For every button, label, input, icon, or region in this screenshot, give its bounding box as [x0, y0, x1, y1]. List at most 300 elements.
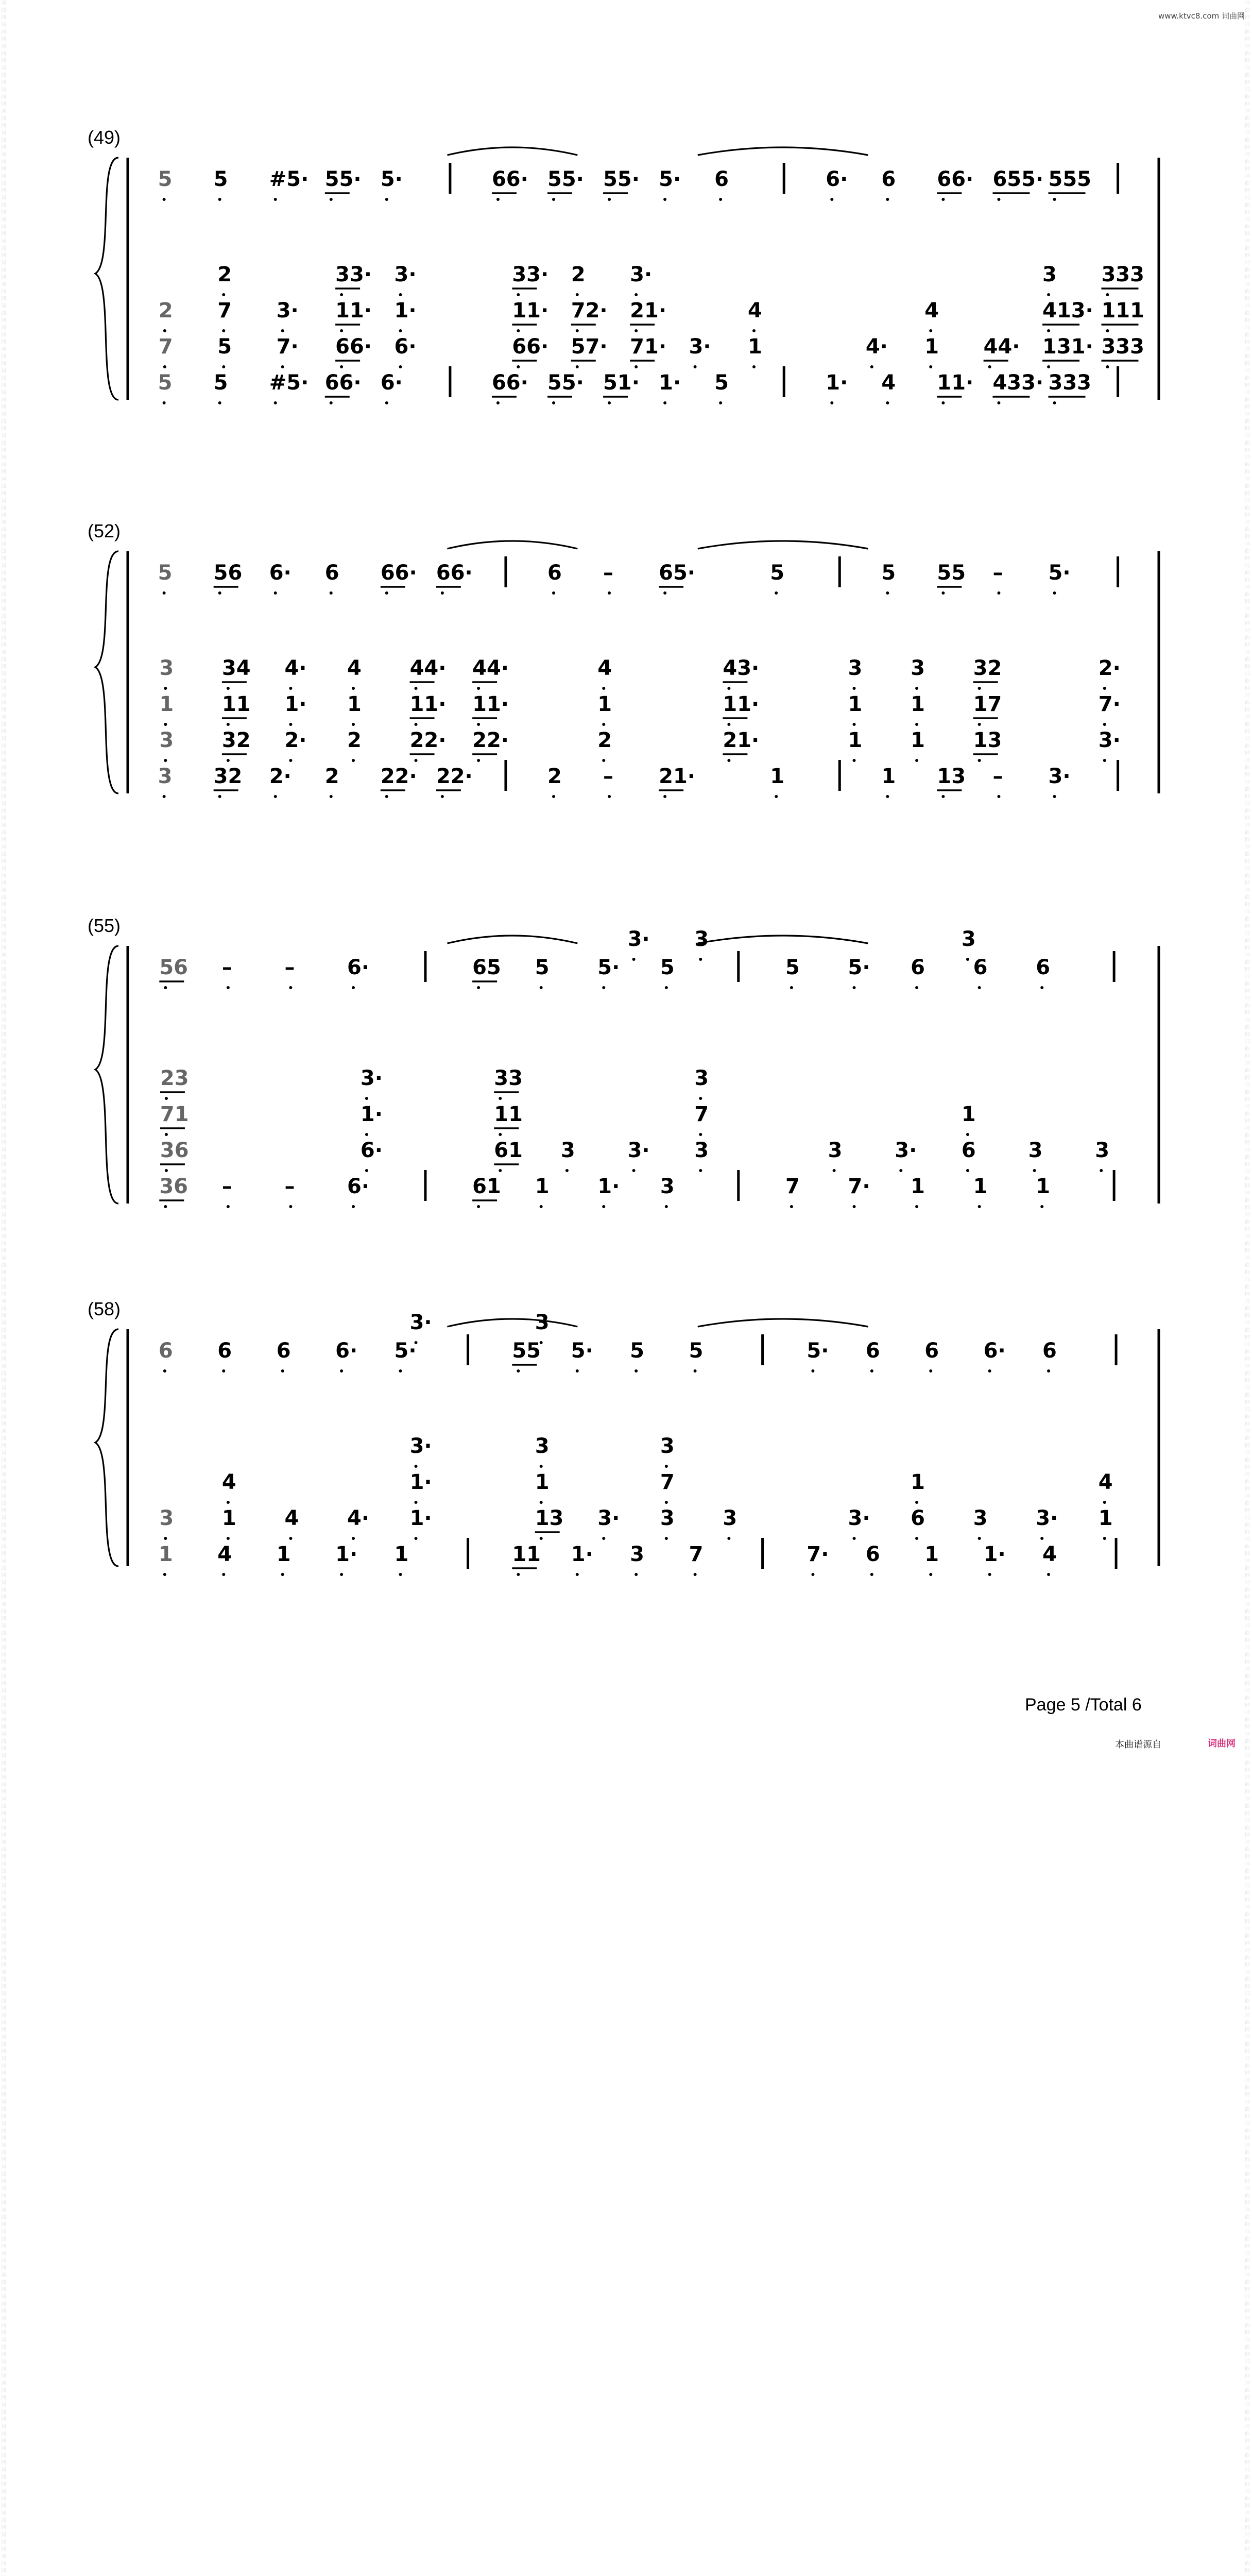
lower-row-3-note: 22· [472, 728, 509, 752]
octave-dot [163, 1573, 166, 1576]
lower-row-1-note: 43· [723, 656, 760, 680]
octave-dot [576, 329, 579, 332]
octave-dot [496, 198, 500, 201]
octave-dot [608, 401, 611, 404]
lower-row-3-note: 22· [409, 728, 447, 752]
octave-dot [870, 365, 873, 368]
octave-dot [966, 1133, 969, 1136]
lower-row-4-note: 5 [158, 371, 173, 395]
octave-dot [415, 1501, 418, 1504]
upper-note: 5· [597, 956, 620, 979]
upper-note: 5 [785, 956, 800, 979]
lower-row-3-note: 3· [597, 1506, 620, 1530]
lower-row-2-note: 7· [1098, 692, 1121, 716]
lower-row-1-note: 4· [284, 656, 307, 680]
octave-dot [399, 329, 402, 332]
upper-note: 6· [826, 167, 848, 191]
octave-dot [1103, 759, 1106, 762]
octave-dot [540, 986, 543, 989]
octave-dot [340, 1573, 343, 1576]
octave-dot [218, 795, 221, 798]
octave-dot [853, 759, 856, 762]
octave-dot [165, 1097, 168, 1100]
upper-note: 5 [213, 167, 228, 191]
lower-row-4-note: 1 [158, 1543, 173, 1566]
lower-row-4-note: 1 [924, 1543, 939, 1566]
octave-dot [385, 795, 388, 798]
octave-dot [415, 759, 418, 762]
octave-dot [602, 1537, 605, 1540]
lower-row-2-note: 1 [848, 692, 863, 716]
lower-row-2-note: 1 [597, 692, 612, 716]
upper-note: 6· [347, 956, 370, 979]
lower-row-1-note: 32 [973, 656, 1002, 680]
lower-row-2-note: 4 [924, 299, 939, 323]
octave-dot [941, 198, 945, 201]
lower-row-1-note: 3 [535, 1434, 550, 1458]
upper-note: 6 [865, 1339, 880, 1363]
lower-row-3-note: 4 [284, 1506, 299, 1530]
octave-dot [699, 958, 702, 961]
upper-note: 56 [159, 956, 188, 979]
upper-note: 5· [807, 1339, 829, 1363]
octave-dot [915, 759, 918, 762]
measure-number: (58) [88, 1298, 121, 1319]
lower-row-3-note: 1 [911, 728, 925, 752]
lower-row-4-note: 11 [512, 1543, 541, 1566]
lower-row-3-note: 4· [865, 335, 888, 359]
octave-dot [727, 723, 730, 726]
upper-note: 5 [535, 956, 550, 979]
octave-dot [274, 795, 277, 798]
upper-note: 6 [276, 1339, 291, 1363]
upper-note: 5 [660, 956, 675, 979]
lower-row-1-note: 333 [1101, 263, 1144, 286]
lower-row-4-note: 7· [807, 1543, 829, 1566]
upper-note: 6 [158, 1339, 173, 1363]
upper-note: 6· [269, 561, 291, 585]
lower-row-3-note: 3 [973, 1506, 988, 1530]
lower-row-3-note: 3· [627, 1139, 650, 1162]
octave-dot [289, 1537, 292, 1540]
octave-dot [227, 1501, 230, 1504]
lower-row-4-note: 433· [992, 371, 1044, 395]
system-2 [88, 520, 1164, 814]
lower-row-1-note: 3· [394, 263, 417, 286]
lower-row-3-note: 61 [494, 1139, 523, 1162]
octave-dot [352, 1537, 355, 1540]
lower-row-2-note: 111 [1101, 299, 1144, 323]
lower-row-4-note: 1 [770, 765, 785, 788]
upper-top-note: 3 [535, 1311, 550, 1334]
octave-dot [899, 1169, 902, 1172]
lower-row-3-note: 3 [159, 728, 174, 752]
lower-row-3-note: 7 [158, 335, 173, 359]
lower-row-4-note: 2 [324, 765, 339, 788]
lower-row-3-note: 3 [159, 1506, 174, 1530]
octave-dot [853, 723, 856, 726]
octave-dot [517, 329, 520, 332]
lower-row-4-note: 1 [973, 1175, 988, 1198]
lower-row-4-note: 1· [659, 371, 681, 395]
upper-note: 66· [380, 561, 417, 585]
lower-row-1-note: 4 [347, 656, 362, 680]
lower-row-4-note: 3 [158, 765, 173, 788]
brace [95, 1329, 118, 1566]
lower-row-4-note: – [284, 1175, 295, 1198]
octave-dot [1053, 591, 1056, 595]
octave-dot [281, 1369, 284, 1372]
octave-dot [274, 591, 277, 595]
octave-dot [790, 1205, 793, 1208]
octave-dot [496, 401, 500, 404]
lower-row-3-note: 333 [1101, 335, 1144, 359]
lower-row-3-note: 2 [347, 728, 362, 752]
system-4 [88, 1298, 1164, 1587]
octave-dot [552, 198, 555, 201]
octave-dot [830, 401, 833, 404]
octave-dot [340, 329, 343, 332]
lower-row-4-note: 4 [1042, 1543, 1057, 1566]
octave-dot [978, 759, 981, 762]
lower-row-3-note: 3 [660, 1506, 675, 1530]
upper-note: 6 [217, 1339, 232, 1363]
lower-row-1-note: 4 [597, 656, 612, 680]
octave-dot [1040, 1537, 1043, 1540]
octave-dot [222, 293, 225, 296]
lower-row-2-note: 17 [973, 692, 1002, 716]
upper-note: – [992, 561, 1003, 585]
slur [448, 541, 578, 549]
octave-dot [227, 687, 230, 690]
octave-dot [415, 723, 418, 726]
octave-dot [540, 1537, 543, 1540]
lower-row-2-note: 11· [512, 299, 549, 323]
upper-note: 5· [1048, 561, 1071, 585]
octave-dot [163, 365, 166, 368]
lower-row-4-note: 5 [714, 371, 729, 395]
lower-row-4-note: 32 [213, 765, 243, 788]
octave-dot [222, 329, 225, 332]
octave-dot [699, 1133, 702, 1136]
lower-row-1-note: 23 [160, 1066, 189, 1090]
upper-note: #5· [269, 167, 309, 191]
octave-dot [165, 1133, 168, 1136]
lower-row-3-note: 32 [221, 728, 251, 752]
upper-note: 65· [659, 561, 695, 585]
octave-dot [632, 1169, 636, 1172]
lower-row-4-note: 13 [937, 765, 966, 788]
octave-dot [352, 723, 355, 726]
lower-row-2-note: 11 [221, 692, 251, 716]
lower-row-4-note: 4 [217, 1543, 232, 1566]
octave-dot [929, 1573, 932, 1576]
lower-row-3-note: 1 [221, 1506, 236, 1530]
lower-row-3-note: 66· [335, 335, 372, 359]
lower-row-3-note: 57· [571, 335, 608, 359]
octave-dot [1106, 365, 1109, 368]
lower-row-1-note: 33 [494, 1066, 523, 1090]
octave-dot [399, 1369, 402, 1372]
upper-note: 55· [603, 167, 640, 191]
octave-dot [1103, 723, 1106, 726]
octave-dot [576, 365, 579, 368]
lower-row-1-note: 3· [409, 1434, 432, 1458]
octave-dot [540, 1501, 543, 1504]
lower-row-4-note: 6· [380, 371, 403, 395]
octave-dot [1103, 1501, 1106, 1504]
octave-dot [477, 759, 480, 762]
lower-row-4-note: 36 [159, 1175, 188, 1198]
slur [448, 147, 578, 155]
octave-dot [227, 1537, 230, 1540]
octave-dot [1103, 1537, 1106, 1540]
lower-row-3-note: 3 [1028, 1139, 1043, 1162]
octave-dot [853, 1537, 856, 1540]
lower-row-3-note: 21· [723, 728, 760, 752]
lower-row-2-note: 1 [961, 1103, 976, 1126]
slur [698, 541, 868, 549]
lower-row-3-note: 1 [748, 335, 762, 359]
lower-row-2-note: 11· [409, 692, 447, 716]
lower-row-2-note: 1 [159, 692, 174, 716]
lower-row-4-note: 3 [660, 1175, 675, 1198]
lower-row-3-note: 13 [973, 728, 1002, 752]
octave-dot [790, 986, 793, 989]
octave-dot [517, 365, 520, 368]
measure-number: (55) [88, 915, 121, 936]
lower-row-3-note: 4· [347, 1506, 370, 1530]
lower-row-1-note: 33· [335, 263, 372, 286]
lower-row-4-note: 2· [269, 765, 291, 788]
octave-dot [552, 591, 555, 595]
staff-svg [88, 915, 1164, 1224]
lower-row-4-note: 6· [347, 1175, 370, 1198]
octave-dot [399, 365, 402, 368]
lower-row-2-note: 1 [911, 692, 925, 716]
upper-note: 5· [380, 167, 403, 191]
staff-svg [88, 127, 1164, 420]
lower-row-2-note: 1 [535, 1470, 550, 1494]
lower-row-3-note: 3 [694, 1139, 709, 1162]
octave-dot [915, 687, 918, 690]
octave-dot [164, 687, 167, 690]
octave-dot [164, 986, 167, 989]
octave-dot [663, 198, 666, 201]
octave-dot [978, 986, 981, 989]
octave-dot [663, 591, 666, 595]
octave-dot [164, 1537, 167, 1540]
brace [95, 946, 118, 1204]
octave-dot [517, 293, 520, 296]
lower-row-4-note: 1 [1036, 1175, 1051, 1198]
octave-dot [634, 365, 638, 368]
octave-dot [886, 198, 889, 201]
octave-dot [632, 958, 636, 961]
octave-dot [352, 986, 355, 989]
lower-row-4-note: 6 [865, 1543, 880, 1566]
octave-dot [352, 759, 355, 762]
system-3 [88, 915, 1164, 1224]
lower-row-4-note: 7· [848, 1175, 870, 1198]
octave-dot [352, 687, 355, 690]
octave-dot [227, 723, 230, 726]
octave-dot [634, 329, 638, 332]
staff-svg [88, 520, 1164, 814]
slur [698, 936, 868, 943]
lower-row-3-note: 3· [689, 335, 711, 359]
octave-dot [281, 365, 284, 368]
octave-dot [1106, 293, 1109, 296]
slur [698, 1319, 868, 1327]
octave-dot [915, 723, 918, 726]
lower-row-4-note: 4 [881, 371, 896, 395]
octave-dot [552, 401, 555, 404]
octave-dot [634, 1369, 638, 1372]
upper-note: 55 [937, 561, 966, 585]
octave-dot [608, 795, 611, 798]
octave-dot [477, 723, 480, 726]
upper-note: 655· [992, 167, 1044, 191]
octave-dot [289, 759, 292, 762]
upper-note: 5· [659, 167, 681, 191]
upper-note: 66· [937, 167, 974, 191]
octave-dot [727, 1537, 730, 1540]
octave-dot [608, 198, 611, 201]
upper-note: 5 [689, 1339, 704, 1363]
lower-row-2-note: 1 [911, 1470, 925, 1494]
lower-row-4-note: 22· [436, 765, 473, 788]
octave-dot [1047, 365, 1050, 368]
upper-note: 55· [324, 167, 362, 191]
octave-dot [775, 795, 778, 798]
octave-dot [663, 795, 666, 798]
octave-dot [699, 1097, 702, 1100]
lower-row-1-note: 3· [630, 263, 653, 286]
octave-dot [222, 365, 225, 368]
octave-dot [330, 401, 333, 404]
lower-row-4-note: 66· [324, 371, 362, 395]
octave-dot [576, 293, 579, 296]
octave-dot [602, 687, 605, 690]
site-logo: 词曲网 [1208, 1738, 1236, 1749]
upper-note: 5 [158, 561, 173, 585]
octave-dot [1047, 329, 1050, 332]
octave-dot [365, 1133, 368, 1136]
upper-top-note: 3· [627, 927, 650, 951]
lower-row-1-note: 34 [221, 656, 251, 680]
octave-dot [602, 986, 605, 989]
lower-row-4-note: 7 [689, 1543, 704, 1566]
octave-dot [517, 1573, 520, 1576]
octave-dot [222, 1573, 225, 1576]
octave-dot [352, 1205, 355, 1208]
octave-dot [929, 365, 932, 368]
octave-dot [966, 958, 969, 961]
octave-dot [699, 1169, 702, 1172]
lower-row-4-note: – [221, 1175, 232, 1198]
lower-row-3-note: 3 [828, 1139, 843, 1162]
lower-row-1-note: 2 [571, 263, 586, 286]
upper-note: 555 [1048, 167, 1091, 191]
octave-dot [978, 1537, 981, 1540]
lower-row-1-note: 2 [217, 263, 232, 286]
lower-row-3-note: 2 [597, 728, 612, 752]
octave-dot [365, 1169, 368, 1172]
lower-row-3-note: 5 [217, 335, 232, 359]
octave-dot [499, 1169, 502, 1172]
lower-row-1-note: 3 [1042, 263, 1057, 286]
lower-row-2-note: 21· [630, 299, 667, 323]
lower-row-4-note: 1 [535, 1175, 550, 1198]
octave-dot [811, 1369, 814, 1372]
lower-row-2-note: 3· [276, 299, 299, 323]
octave-dot [752, 329, 756, 332]
octave-dot [853, 687, 856, 690]
lower-row-4-note: 51· [603, 371, 640, 395]
octave-dot [915, 1537, 918, 1540]
octave-dot [477, 687, 480, 690]
lower-row-2-note: 11· [335, 299, 372, 323]
lower-row-2-note: 71 [160, 1103, 189, 1126]
upper-note: 6 [973, 956, 988, 979]
octave-dot [477, 986, 480, 989]
octave-dot [719, 198, 722, 201]
octave-dot [915, 1205, 918, 1208]
lower-row-4-note: 3 [630, 1543, 645, 1566]
octave-dot [997, 198, 1000, 201]
lower-row-3-note: 44· [983, 335, 1020, 359]
octave-dot [289, 723, 292, 726]
measure-number: (52) [88, 520, 121, 541]
octave-dot [222, 1369, 225, 1372]
octave-dot [227, 759, 230, 762]
octave-dot [1100, 1169, 1103, 1172]
upper-note: 6 [324, 561, 339, 585]
lower-row-3-note: 3 [723, 1506, 738, 1530]
octave-dot [833, 1169, 836, 1172]
octave-dot [929, 1369, 932, 1372]
octave-dot [330, 591, 333, 595]
octave-dot [988, 1369, 991, 1372]
octave-dot [929, 329, 932, 332]
lower-row-4-note: 1 [276, 1543, 291, 1566]
octave-dot [608, 591, 611, 595]
site-header: www.ktvc8.com 词曲网 [1158, 11, 1245, 21]
octave-dot [886, 401, 889, 404]
octave-dot [870, 1573, 873, 1576]
staff-svg [88, 1298, 1164, 1587]
octave-dot [1053, 198, 1056, 201]
upper-note: 6 [924, 1339, 939, 1363]
octave-dot [665, 1465, 668, 1468]
lower-row-4-note: 22· [380, 765, 417, 788]
octave-dot [576, 1369, 579, 1372]
lower-row-3-note: 1 [848, 728, 863, 752]
lower-row-3-note: 71· [630, 335, 667, 359]
lower-row-3-note: 1· [409, 1506, 432, 1530]
octave-dot [988, 365, 991, 368]
octave-dot [274, 401, 277, 404]
lower-row-4-note: 1· [983, 1543, 1006, 1566]
lower-row-3-note: 3 [1095, 1139, 1110, 1162]
lower-row-3-note: 3 [560, 1139, 575, 1162]
octave-dot [163, 1369, 166, 1372]
lower-row-3-note: 6· [360, 1139, 383, 1162]
octave-dot [289, 687, 292, 690]
upper-note: 6 [911, 956, 925, 979]
lower-row-4-note: #5· [269, 371, 309, 395]
